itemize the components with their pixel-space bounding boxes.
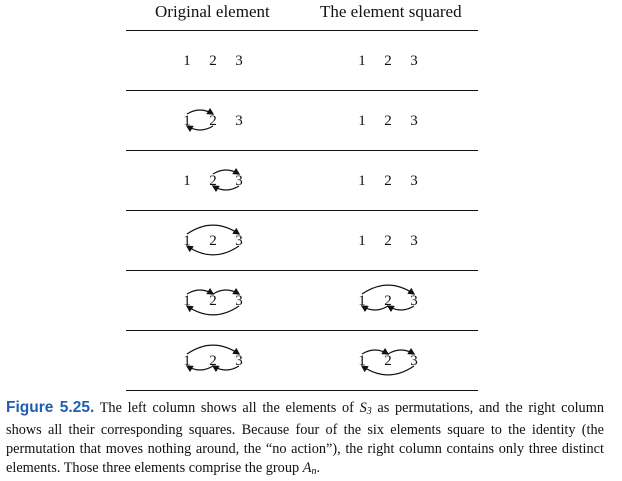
row-4-squared-digit-1: 1 xyxy=(358,233,366,249)
caption-text-3: . xyxy=(316,460,321,476)
column-header-original: Original element xyxy=(155,2,270,21)
row-3-original-digit-2: 2 xyxy=(209,173,217,189)
row-1-original-digit-3: 3 xyxy=(235,53,243,69)
row-5-original-digit-2: 2 xyxy=(209,293,217,309)
group2-index: n xyxy=(311,466,317,477)
row-3-original-digit-3: 3 xyxy=(235,173,243,189)
row-5-squared-digit-2: 2 xyxy=(384,293,392,309)
row-3-original-digit-1: 1 xyxy=(183,173,191,189)
row-2-original-digit-1: 1 xyxy=(183,113,191,129)
row-1-squared-digit-2: 2 xyxy=(384,53,392,69)
row-5-squared-digit-1: 1 xyxy=(358,293,366,309)
row-2-squared-digit-1: 1 xyxy=(358,113,366,129)
group-symbol-s xyxy=(360,400,372,416)
row-6-original-digit-1: 1 xyxy=(183,353,191,369)
row-3-squared-digit-1: 1 xyxy=(358,173,366,189)
row-2-original-digit-3: 3 xyxy=(235,113,243,129)
row-2-squared-digit-3: 3 xyxy=(410,113,418,129)
row-4-squared-digit-2: 2 xyxy=(384,233,392,249)
caption-text-2: as permutations, and the right column shows all their corresponding squares. Because four of the six elements square to the identity (the permutation that moves nothing around, the “no action”), the right column contains only three distinct elements. Those three elements comprise the group xyxy=(6,400,604,476)
figure-caption xyxy=(6,398,604,481)
row-6-original-digit-3: 3 xyxy=(235,353,243,369)
row-1-squared-digit-1: 1 xyxy=(358,53,366,69)
row-1-original-digit-1: 1 xyxy=(183,53,191,69)
row-6-original-digit-2: 2 xyxy=(209,353,217,369)
group2-letter: A xyxy=(302,460,312,476)
row-5-squared-digit-3: 3 xyxy=(410,293,418,309)
group-letter: S xyxy=(359,400,367,416)
row-2-original-digit-2: 2 xyxy=(209,113,217,129)
row-4-squared-digit-3: 3 xyxy=(410,233,418,249)
row-5-original-digit-1: 1 xyxy=(183,293,191,309)
row-1-original-digit-2: 2 xyxy=(209,53,217,69)
group-index: 3 xyxy=(366,406,372,417)
row-4-original-digit-1: 1 xyxy=(183,233,191,249)
row-3-squared-digit-2: 2 xyxy=(384,173,392,189)
group-symbol-a xyxy=(303,460,317,476)
row-5-original-digit-3: 3 xyxy=(235,293,243,309)
row-6-squared-digit-2: 2 xyxy=(384,353,392,369)
row-3-squared-digit-3: 3 xyxy=(410,173,418,189)
column-header-squared: The element squared xyxy=(320,2,462,21)
row-1-squared-digit-3: 3 xyxy=(410,53,418,69)
row-2-squared-digit-2: 2 xyxy=(384,113,392,129)
caption-text-1: The left column shows all the elements of xyxy=(94,400,360,416)
row-6-squared-digit-3: 3 xyxy=(410,353,418,369)
row-4-original-digit-2: 2 xyxy=(209,233,217,249)
row-4-original-digit-3: 3 xyxy=(235,233,243,249)
row-6-squared-digit-1: 1 xyxy=(358,353,366,369)
figure-label: Figure 5.25. xyxy=(6,399,95,416)
